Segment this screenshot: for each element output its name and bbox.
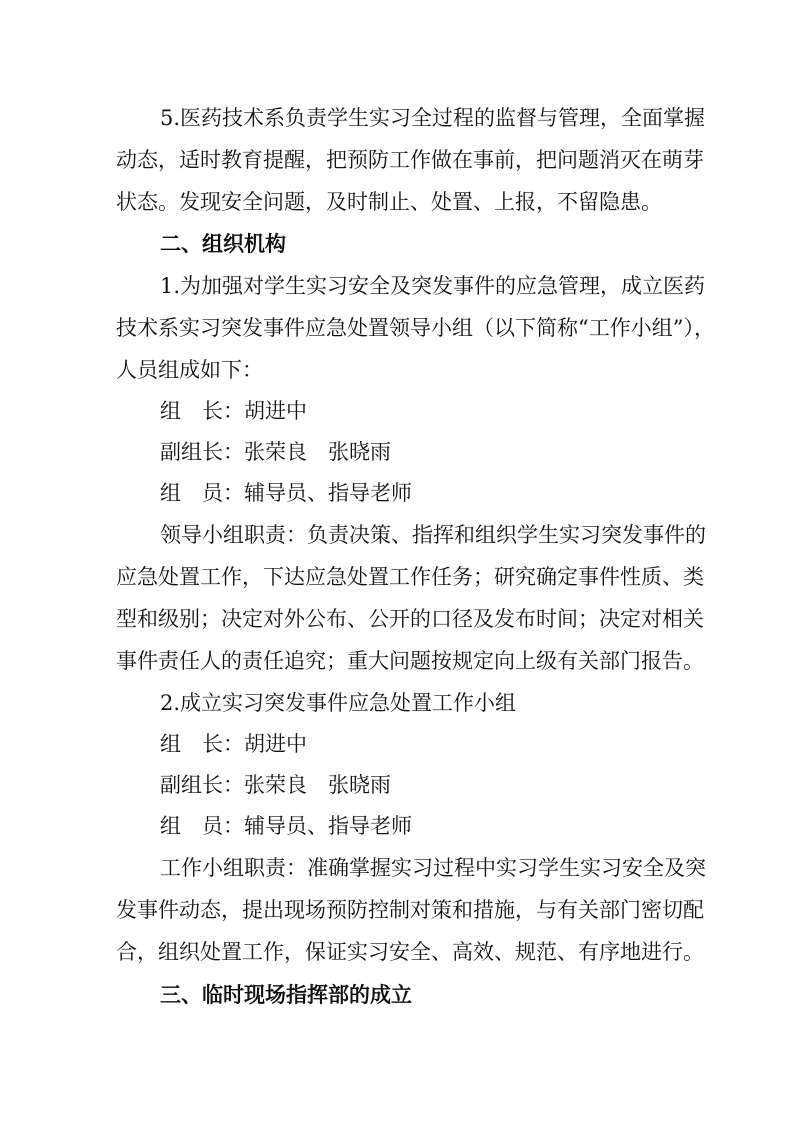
section-heading-command-post: 三、临时现场指挥部的成立	[160, 983, 412, 1007]
paragraph-5-line-1: 5.医药技术系负责学生实习全过程的监督与管理，全面掌握	[160, 106, 706, 130]
paragraph-5-line-2: 动态，适时教育提醒，把预防工作做在事前，把问题消灭在萌芽	[116, 148, 704, 172]
section-2-line-1: 2.成立实习突发事件应急处置工作小组	[160, 691, 517, 715]
work-group-members: 组 员：辅导员、指导老师	[160, 814, 412, 838]
work-duty-line-1: 工作小组职责：准确掌握实习过程中实习学生实习安全及突	[160, 856, 706, 880]
section-1-line-3: 人员组成如下：	[116, 358, 263, 382]
work-group-deputy: 副组长：张荣良 张晓雨	[160, 773, 391, 797]
section-1-line-1: 1.为加强对学生实习安全及突发事件的应急管理，成立医药	[160, 274, 706, 298]
leadership-group-deputy: 副组长：张荣良 张晓雨	[160, 440, 391, 464]
leadership-group-members: 组 员：辅导员、指导老师	[160, 481, 412, 505]
section-heading-organization: 二、组织机构	[160, 232, 286, 256]
work-duty-line-2: 发事件动态，提出现场预防控制对策和措施，与有关部门密切配	[116, 898, 704, 922]
paragraph-5-line-3: 状态。发现安全问题，及时制止、处置、上报，不留隐患。	[116, 190, 662, 214]
leadership-duty-line-1: 领导小组职责：负责决策、指挥和组织学生实习突发事件的	[160, 523, 706, 547]
leadership-duty-line-3: 型和级别；决定对外公布、公开的口径及发布时间；决定对相关	[116, 607, 704, 631]
leadership-group-leader: 组 长：胡进中	[160, 399, 307, 423]
section-1-line-2: 技术系实习突发事件应急处置领导小组（以下简称“工作小组”），	[116, 316, 715, 340]
leadership-duty-line-2: 应急处置工作，下达应急处置工作任务；研究确定事件性质、类	[116, 565, 704, 589]
work-duty-line-3: 合，组织处置工作，保证实习安全、高效、规范、有序地进行。	[116, 940, 704, 964]
leadership-duty-line-4: 事件责任人的责任追究；重大问题按规定向上级有关部门报告。	[116, 649, 704, 673]
work-group-leader: 组 长：胡进中	[160, 732, 307, 756]
